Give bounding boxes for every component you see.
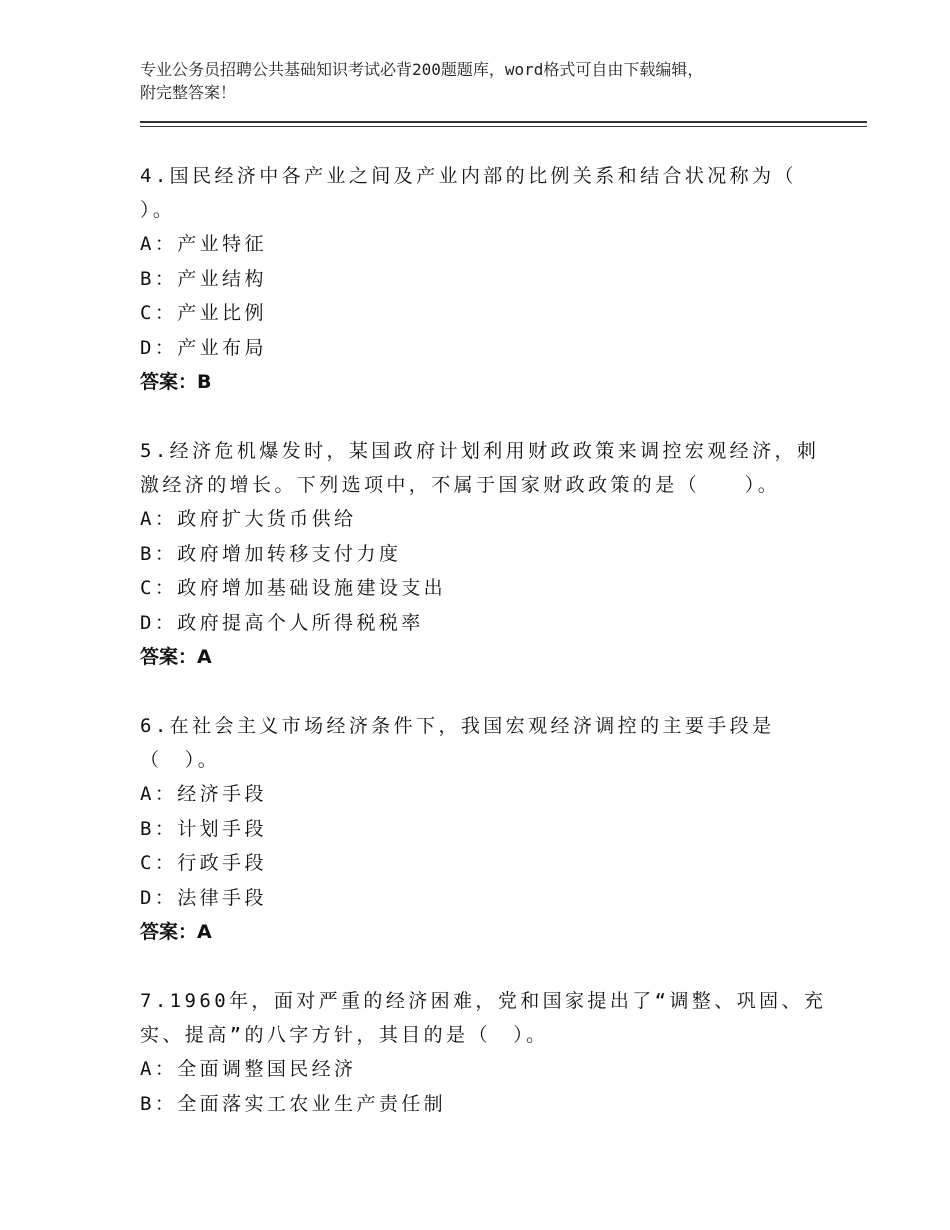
- answer-line: 答案：A: [140, 921, 212, 943]
- question-stem-line: ）。: [140, 199, 176, 221]
- option-a: A：经济手段: [140, 783, 267, 805]
- question-stem-line: 7.1960年，面对严重的经济困难，党和国家提出了“调整、巩固、充: [140, 990, 827, 1012]
- question-6: [140, 709, 840, 949]
- option-c: C：行政手段: [140, 852, 267, 874]
- question-list: [140, 159, 840, 1156]
- question-stem-line: 激经济的增长。下列选项中，不属于国家财政政策的是（ ）。: [140, 474, 781, 496]
- document-header: [140, 58, 840, 104]
- option-a: A：政府扩大货币供给: [140, 508, 357, 530]
- header-divider-thin: [140, 126, 867, 127]
- option-d: D：产业布局: [140, 336, 267, 359]
- header-line-1: 专业公务员招聘公共基础知识考试必背200题题库，word格式可自由下载编辑，: [140, 60, 704, 79]
- question-4: [140, 159, 840, 399]
- question-stem-line: 6.在社会主义市场经济条件下，我国宏观经济调控的主要手段是: [140, 715, 775, 737]
- question-stem-line: 5.经济危机爆发时，某国政府计划利用财政政策来调控宏观经济，刺: [140, 440, 820, 462]
- option-b: B：全面落实工农业生产责任制: [140, 1092, 447, 1115]
- answer-line: 答案：A: [140, 646, 212, 668]
- header-line-2: 附完整答案！: [140, 83, 237, 102]
- option-d: D：政府提高个人所得税税率: [140, 611, 424, 634]
- option-b: B：产业结构: [140, 267, 267, 290]
- header-divider: [140, 121, 867, 123]
- answer-line: 答案：B: [140, 371, 212, 393]
- question-5: [140, 434, 840, 674]
- option-c: C：产业比例: [140, 302, 267, 324]
- question-stem-line: 实、提高”的八字方针，其目的是（ ）。: [140, 1024, 549, 1046]
- option-b: B：计划手段: [140, 817, 267, 840]
- question-stem-line: 4.国民经济中各产业之间及产业内部的比例关系和结合状况称为（: [140, 165, 797, 187]
- option-a: A：产业特征: [140, 233, 267, 255]
- option-c: C：政府增加基础设施建设支出: [140, 577, 447, 599]
- option-a: A：全面调整国民经济: [140, 1058, 357, 1080]
- option-d: D：法律手段: [140, 886, 267, 909]
- question-7: [140, 984, 840, 1121]
- option-b: B：政府增加转移支付力度: [140, 542, 402, 565]
- question-stem-line: （ ）。: [140, 749, 221, 771]
